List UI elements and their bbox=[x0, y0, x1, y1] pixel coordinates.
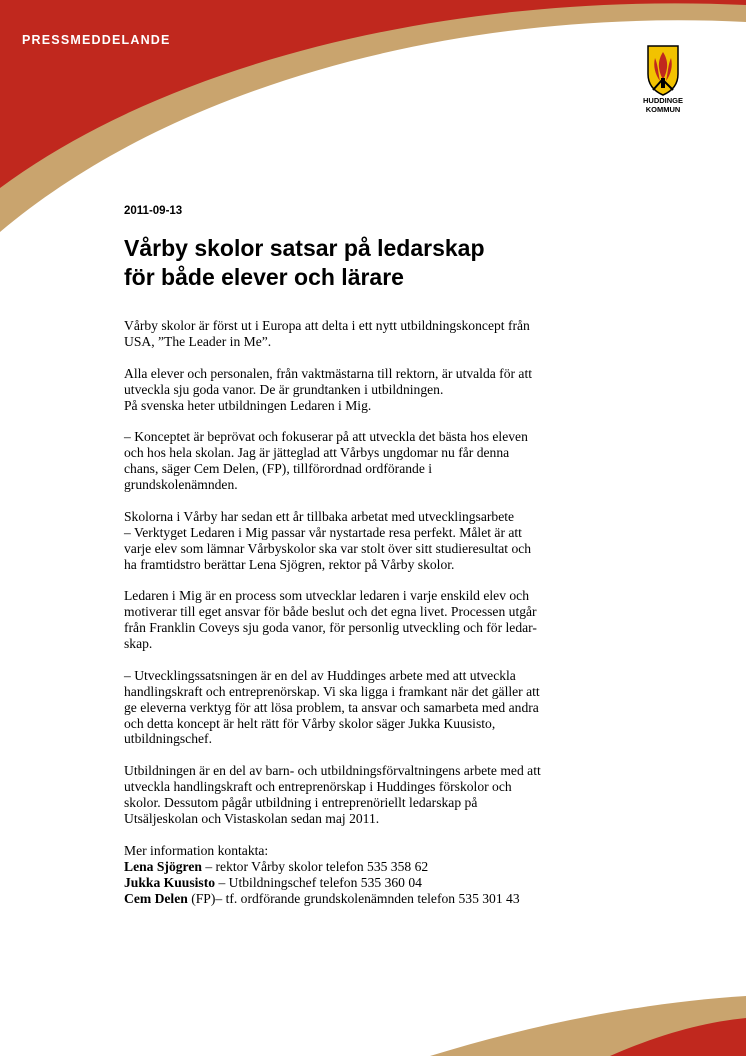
headline-line-2: för både elever och lärare bbox=[124, 264, 404, 290]
contact-line bbox=[124, 859, 629, 875]
article-body bbox=[124, 318, 629, 922]
paragraph-line: varje elev som lämnar Vårbyskolor ska var stolt över sitt studieresultat och bbox=[124, 540, 532, 556]
press-release-date: 2011-09-13 bbox=[124, 205, 183, 217]
paragraph-line: motiverar till eget ansvar för både beslut och det egna livet. Processen utgår bbox=[124, 604, 537, 620]
paragraph bbox=[124, 318, 629, 350]
paragraph-line: Skolorna i Vårby har sedan ett år tillbaka arbetat med utvecklingsarbete bbox=[124, 508, 515, 524]
contact-detail: – rektor Vårby skolor telefon 535 358 62 bbox=[201, 858, 429, 874]
paragraph-line: ge eleverna verktyg för att lösa problem, ta ansvar och samarbeta med andra bbox=[124, 699, 539, 715]
paragraph-line: skap. bbox=[124, 636, 153, 652]
contact-line bbox=[124, 891, 629, 907]
logo-text-line-1: HUDDINGE bbox=[642, 96, 683, 105]
paragraph-line: USA, ”The Leader in Me”. bbox=[124, 333, 272, 349]
paragraph-line: På svenska heter utbildningen Ledaren i Mig. bbox=[124, 397, 372, 413]
paragraph bbox=[124, 429, 629, 493]
paragraph-line: Ledaren i Mig är en process som utvecklar ledaren i varje enskild elev och bbox=[124, 588, 530, 604]
paragraph-line: – Utvecklingssatsningen är en del av Huddinges arbete med att utveckla bbox=[124, 667, 516, 683]
paragraph-line: Vårby skolor är först ut i Europa att delta i ett nytt utbildningskoncept från bbox=[124, 318, 530, 333]
paragraph bbox=[124, 366, 629, 414]
paragraph-line: utveckla sju goda vanor. De är grundtanken i utbildningen. bbox=[124, 381, 444, 397]
paragraph-line: – Verktyget Ledaren i Mig passar vår nystartade resa perfekt. Målet är att bbox=[124, 524, 522, 540]
contact-name: Cem Delen bbox=[124, 890, 188, 906]
paragraph-line: Utbildningen är en del av barn- och utbildningsförvaltningens arbete med att bbox=[124, 763, 541, 779]
paragraph-line: och detta koncept är helt rätt för Vårby skolor säger Jukka Kuusisto, bbox=[124, 715, 496, 731]
contact-intro: Mer information kontakta: bbox=[124, 842, 269, 858]
huddinge-coat-of-arms-icon bbox=[646, 44, 680, 96]
contact-detail: (FP)– tf. ordförande grundskolenämnden telefon 535 301 43 bbox=[187, 890, 520, 906]
contact-detail: – Utbildningschef telefon 535 360 04 bbox=[215, 874, 422, 890]
logo-text-line-2: KOMMUN bbox=[645, 105, 681, 114]
paragraph bbox=[124, 763, 629, 827]
paragraph-line: från Franklin Coveys sju goda vanor, för personlig utveckling och för ledar- bbox=[124, 620, 537, 636]
contact-line bbox=[124, 875, 629, 891]
paragraph-line: utbildningschef. bbox=[124, 731, 212, 747]
paragraph-line: utveckla handlingskraft och entreprenörskap i Huddinges förskolor och bbox=[124, 779, 512, 795]
paragraph bbox=[124, 668, 629, 748]
headline bbox=[124, 234, 485, 292]
contact-info bbox=[124, 843, 629, 907]
huddinge-logo bbox=[634, 44, 692, 114]
paragraph-line: Utsäljeskolan och Vistaskolan sedan maj 2011. bbox=[124, 811, 380, 826]
paragraph bbox=[124, 509, 629, 573]
paragraph-line: ha framtidstro berättar Lena Sjögren, rektor på Vårby skolor. bbox=[124, 556, 455, 572]
paragraph-line: och hos hela skolan. Jag är jätteglad att Vårbys ungdomar nu får denna bbox=[124, 445, 510, 461]
paragraph-line: grundskolenämnden. bbox=[124, 477, 238, 493]
paragraph-line: Alla elever och personalen, från vaktmästarna till rektorn, är utvalda för att bbox=[124, 365, 533, 381]
headline-line-1: Vårby skolor satsar på ledarskap bbox=[124, 235, 485, 261]
paragraph-line: handlingskraft och entreprenörskap. Vi ska ligga i framkant när det gäller att bbox=[124, 683, 540, 699]
paragraph-line: chans, säger Cem Delen, (FP), tillförordnad ordförande i bbox=[124, 461, 433, 477]
paragraph bbox=[124, 588, 629, 652]
contact-name: Jukka Kuusisto bbox=[124, 874, 216, 890]
paragraph-line: skolor. Dessutom pågår utbildning i entreprenöriellt ledarskap på bbox=[124, 795, 478, 811]
document-type-label: PRESSMEDDELANDE bbox=[22, 33, 171, 47]
contact-name: Lena Sjögren bbox=[124, 858, 202, 874]
paragraph-line: – Konceptet är beprövat och fokuserar på att utveckla det bästa hos eleven bbox=[124, 429, 528, 445]
